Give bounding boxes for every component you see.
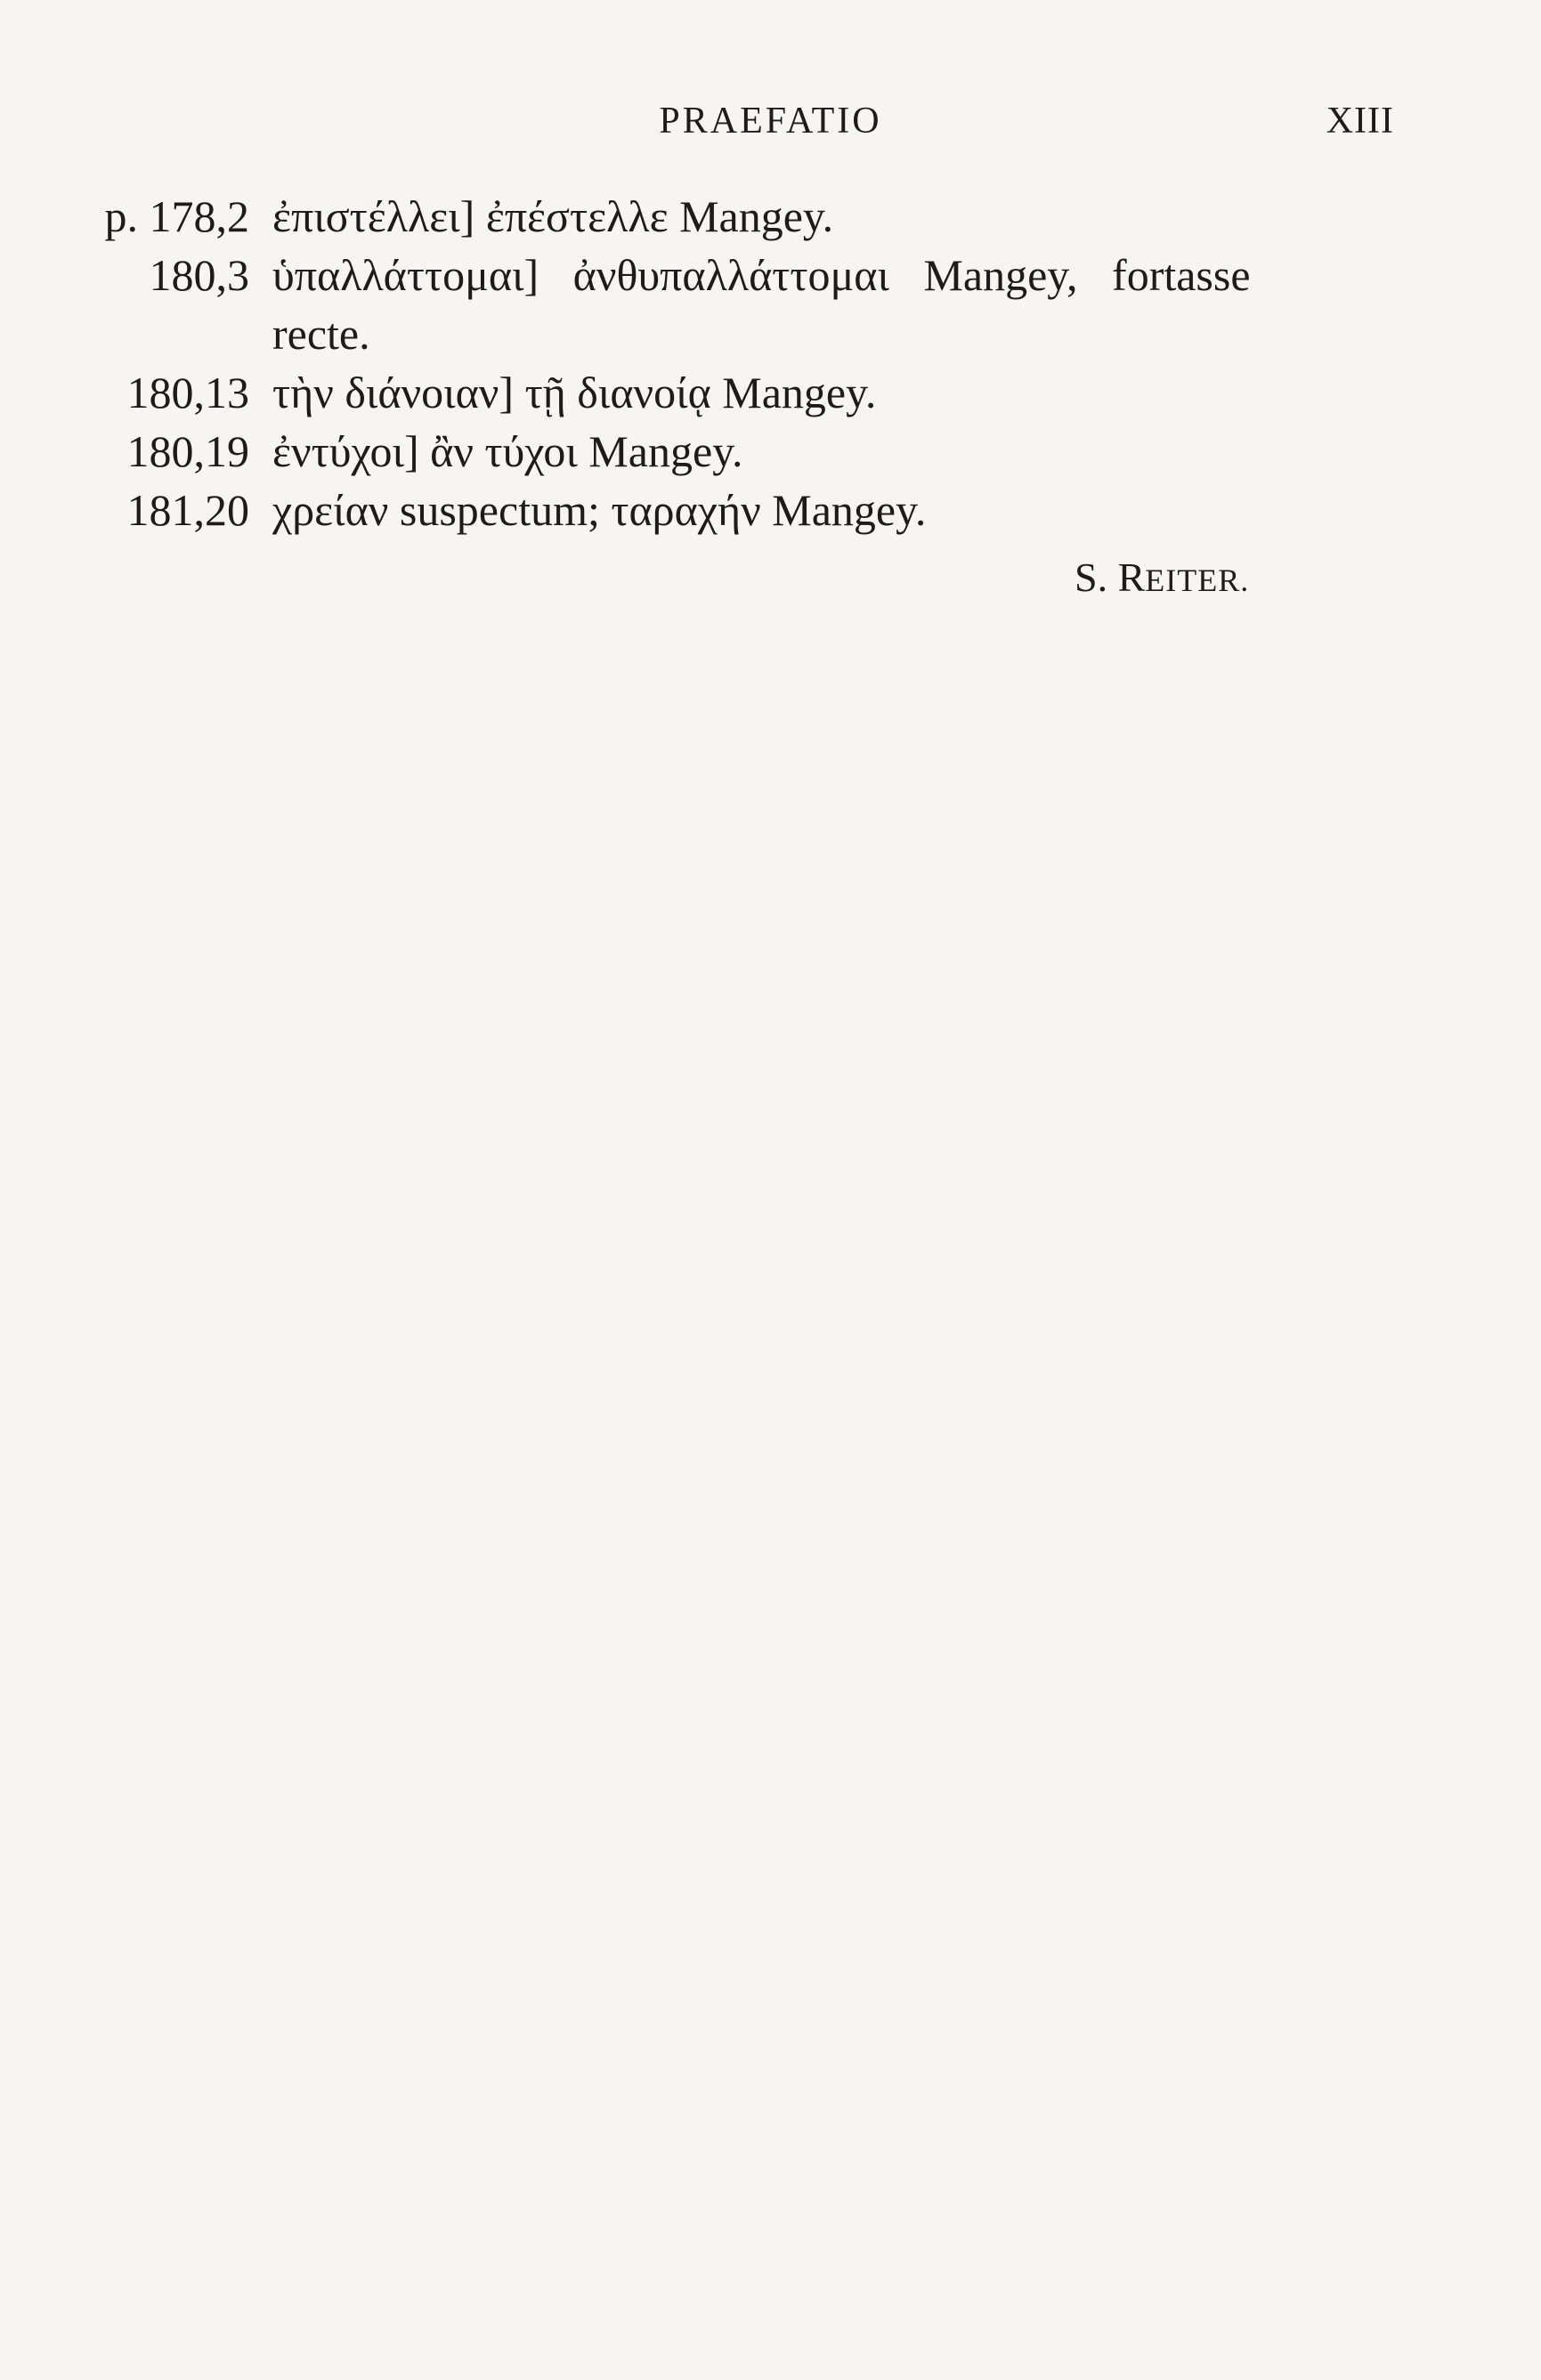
note-reference: 180,13: [126, 368, 249, 417]
page-number: XIII: [1326, 101, 1394, 142]
note-text: χρείαν suspectum; ταραχήν Mangey.: [272, 485, 927, 535]
note-reference: 180,3: [149, 250, 249, 300]
note-text: ἐντύχοι] ἂν τύχοι Mangey.: [272, 426, 743, 476]
note-row: [69, 481, 1405, 539]
critical-notes: [69, 187, 1405, 539]
note-text-continued: recte.: [272, 309, 370, 359]
running-title: PRAEFATIO: [659, 101, 882, 142]
note-reference: 181,20: [126, 485, 249, 535]
note-row: [69, 187, 1405, 246]
note-row: [69, 246, 1405, 304]
note-text: τὴν διάνοιαν] τῇ διανοίᾳ Mangey.: [272, 368, 877, 417]
note-row: [69, 363, 1405, 422]
note-reference: p. 178,2: [104, 191, 249, 241]
note-reference: 180,19: [126, 426, 249, 476]
note-row: [69, 422, 1405, 481]
note-text: ἐπιστέλλει] ἐπέστελλε Mangey.: [272, 191, 834, 241]
author-signature: S. REITER.: [1075, 555, 1250, 600]
note-continuation: [69, 304, 1405, 363]
note-text: ὑπαλλάττομαι] ἀνθυπαλλάττομαι Mangey, fortasse: [272, 250, 1251, 300]
